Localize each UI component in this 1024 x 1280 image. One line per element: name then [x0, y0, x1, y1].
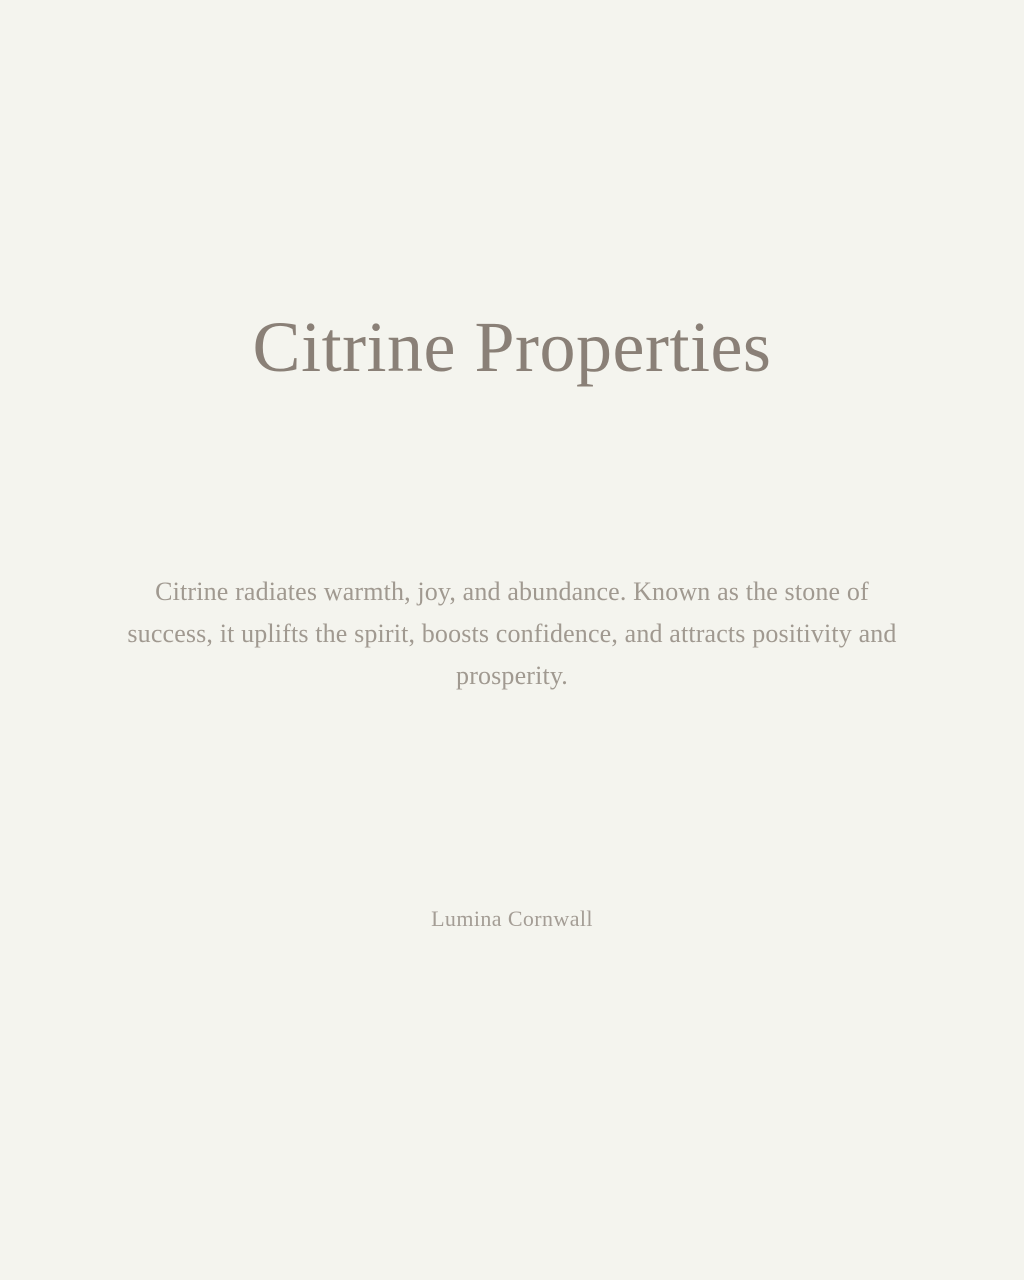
body-paragraph: Citrine radiates warmth, joy, and abundance. Known as the stone of success, it uplifts the spirit, boosts confidence, and attracts positivity and prosperity.: [127, 577, 897, 691]
byline: Lumina Cornwall: [431, 906, 593, 931]
page-title: Citrine Properties: [252, 307, 772, 388]
